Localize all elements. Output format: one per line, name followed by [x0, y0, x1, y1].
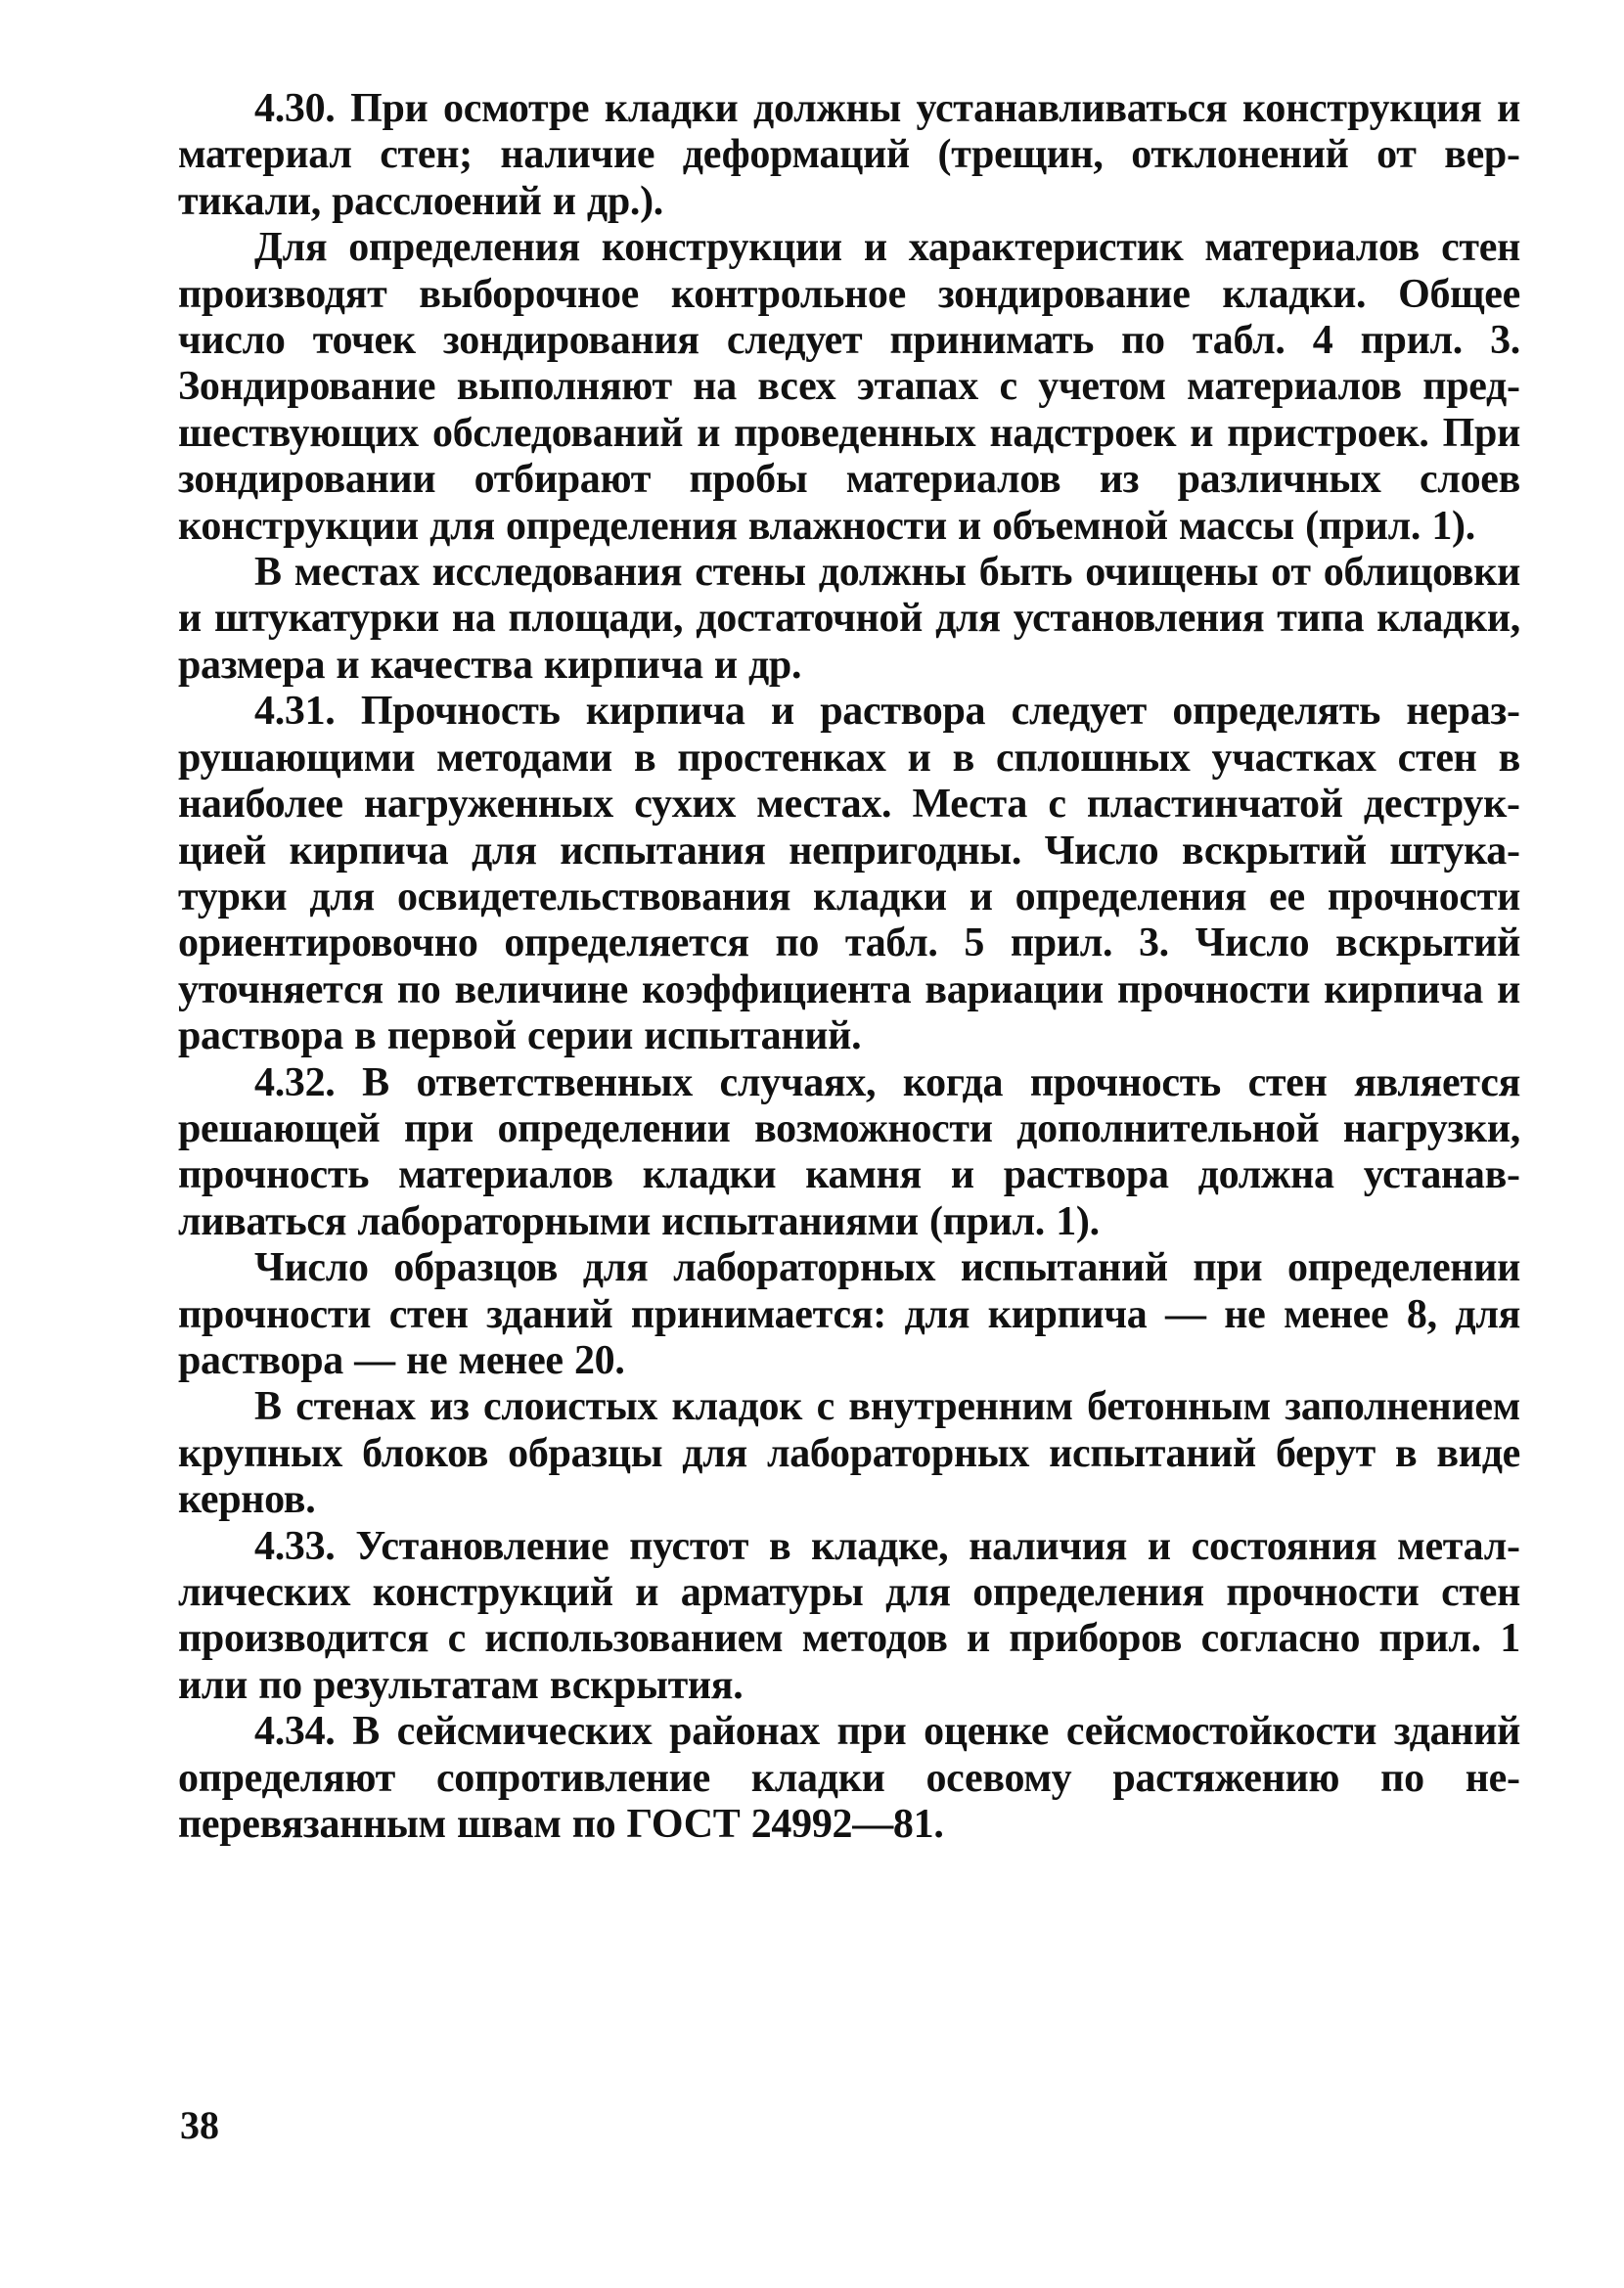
paragraph-text: Число образцов для лабораторных испытаний при определении прочности стен зданий принимается: для кирпича — не менее 8, для раствора — не менее 20. — [178, 1245, 1520, 1383]
paragraph — [178, 225, 1520, 550]
paragraph-text: Прочность кирпича и раствора следует определять неразрушающими методами в простенках и в сплошных участках стен в наиболее нагруженных сухих местах. Места с пластинчатой деструкцией кирпича для испытания непригодны. Число вскрытий штукатурки для освидетельствования кладки и определения ее прочности ориентировочно определяется по табл. 5 прил. 3. Число вскрытий уточняется по величине коэффициента вариации прочности кирпича и раствора в первой серии испытаний. — [178, 689, 1520, 1059]
paragraph-4-32 — [178, 1060, 1520, 1246]
paragraph-text: В ответственных случаях, когда прочность стен является решающей при определении возможности дополнительной нагрузки, прочность материалов кладки камня и раствора должна устанавливаться лабораторными испытаниями (прил. 1). — [178, 1059, 1520, 1244]
document-body — [178, 86, 1520, 1848]
paragraph-text: При осмотре кладки должны устанавливаться конструкция и материал стен; наличие деформаций (трещин, отклонений от вертикали, расслоений и др.). — [178, 86, 1520, 224]
clause-number: 4.30. — [254, 86, 336, 131]
clause-number: 4.31. — [254, 689, 336, 735]
clause-number: 4.33. — [254, 1523, 336, 1569]
paragraph-text: В стенах из слоистых кладок с внутренним бетонным заполнением крупных блоков образцы для лабораторных испытаний берут в виде кернов. — [178, 1384, 1520, 1523]
paragraph-4-31 — [178, 689, 1520, 1059]
paragraph-text: Для определения конструкции и характеристик материалов стен производят выборочное контрольное зондирование кладки. Общее число точек зондирования следует принимать по табл. 4 прил. 3. Зондирование выполняют на всех этапах с учетом материалов предшествующих обследований и проведенных надстроек и пристроек. При зондировании отбирают пробы материалов из различных слоев конструкции для определения влажности и объемной массы (прил. 1). — [178, 225, 1520, 549]
page-number: 38 — [180, 2103, 219, 2147]
clause-number: 4.32. — [254, 1059, 336, 1105]
paragraph — [178, 1384, 1520, 1523]
paragraph-text: В сейсмических районах при оценке сейсмостойкости зданий определяют сопротивление кладки осевому растяжению по неперевязанным швам по ГОСТ 24992—81. — [178, 1709, 1520, 1848]
paragraph-text: В местах исследования стены должны быть очищены от облицовки и штукатурки на площади, достаточной для установления типа кладки, размера и качества кирпича и др. — [178, 550, 1520, 688]
paragraph-4-30 — [178, 86, 1520, 225]
paragraph — [178, 1245, 1520, 1384]
paragraph-4-33 — [178, 1524, 1520, 1710]
paragraph-4-34 — [178, 1709, 1520, 1848]
paragraph — [178, 550, 1520, 689]
paragraph-text: Установление пустот в кладке, наличия и состояния металлических конструкций и арматуры для определения прочности стен производится с использованием методов и приборов согласно прил. 1 или по результатам вскрытия. — [178, 1523, 1520, 1708]
clause-number: 4.34. — [254, 1709, 336, 1755]
